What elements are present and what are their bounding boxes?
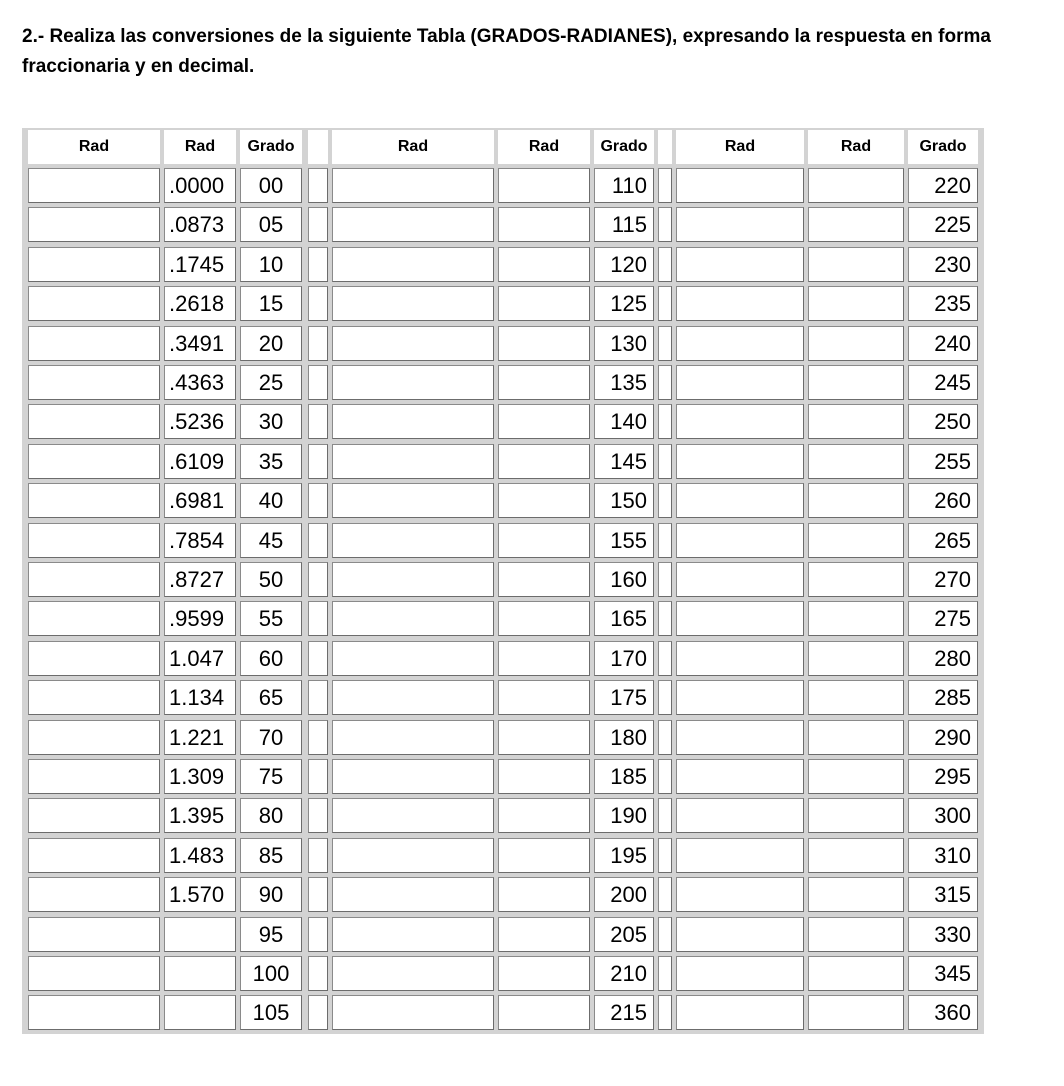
cell-rad-fraction: [332, 798, 494, 833]
cell-grado: 90: [240, 877, 302, 912]
cell-rad-fraction: [332, 995, 494, 1030]
cell-rad-fraction: [676, 562, 804, 597]
instruction-text: [22, 22, 1052, 82]
cell-rad-fraction: [332, 720, 494, 755]
cell-grado: 245: [908, 365, 978, 400]
cell-spacer: [308, 168, 328, 203]
cell-rad-fraction: [28, 483, 160, 518]
cell-rad-fraction: [332, 917, 494, 952]
cell-grado: 140: [594, 404, 654, 439]
cell-rad-decimal: 1.221: [164, 720, 236, 755]
cell-rad-decimal: [808, 207, 904, 242]
cell-rad-decimal: [498, 247, 590, 282]
cell-rad-decimal: [808, 523, 904, 558]
cell-grado: 265: [908, 523, 978, 558]
header-rad-fraction-col-5: Rad: [332, 130, 494, 164]
cell-grado: 235: [908, 286, 978, 321]
cell-rad-decimal: [164, 917, 236, 952]
header-rad-decimal-col-10: Rad: [808, 130, 904, 164]
header-grado-col-3: Grado: [240, 130, 302, 164]
cell-rad-decimal: [808, 759, 904, 794]
cell-rad-fraction: [676, 247, 804, 282]
cell-rad-decimal: [808, 562, 904, 597]
cell-rad-decimal: .9599: [164, 601, 236, 636]
cell-grado: 215: [594, 995, 654, 1030]
cell-rad-decimal: [808, 917, 904, 952]
cell-rad-fraction: [28, 759, 160, 794]
cell-spacer: [308, 956, 328, 991]
cell-grado: 255: [908, 444, 978, 479]
cell-rad-fraction: [28, 956, 160, 991]
cell-grado: 75: [240, 759, 302, 794]
cell-rad-decimal: [498, 601, 590, 636]
cell-rad-fraction: [332, 286, 494, 321]
cell-grado: 55: [240, 601, 302, 636]
cell-spacer: [308, 207, 328, 242]
cell-spacer: [658, 798, 672, 833]
cell-grado: 175: [594, 680, 654, 715]
cell-spacer: [658, 601, 672, 636]
cell-grado: 315: [908, 877, 978, 912]
cell-rad-fraction: [332, 759, 494, 794]
cell-rad-fraction: [676, 444, 804, 479]
cell-grado: 85: [240, 838, 302, 873]
cell-rad-fraction: [676, 326, 804, 361]
cell-spacer: [658, 523, 672, 558]
cell-spacer: [308, 326, 328, 361]
cell-spacer: [658, 247, 672, 282]
cell-grado: 65: [240, 680, 302, 715]
cell-rad-decimal: [498, 326, 590, 361]
cell-rad-decimal: .5236: [164, 404, 236, 439]
cell-rad-fraction: [28, 326, 160, 361]
cell-rad-decimal: [808, 720, 904, 755]
cell-grado: 20: [240, 326, 302, 361]
cell-grado: 125: [594, 286, 654, 321]
cell-rad-decimal: .0000: [164, 168, 236, 203]
cell-rad-fraction: [676, 523, 804, 558]
cell-rad-decimal: [498, 995, 590, 1030]
cell-grado: 170: [594, 641, 654, 676]
cell-rad-fraction: [332, 956, 494, 991]
cell-rad-fraction: [332, 168, 494, 203]
cell-spacer: [308, 877, 328, 912]
cell-grado: 270: [908, 562, 978, 597]
cell-grado: 10: [240, 247, 302, 282]
cell-grado: 40: [240, 483, 302, 518]
cell-rad-decimal: .0873: [164, 207, 236, 242]
cell-rad-decimal: [498, 168, 590, 203]
cell-grado: 210: [594, 956, 654, 991]
cell-spacer: [658, 641, 672, 676]
cell-spacer: [658, 207, 672, 242]
cell-spacer: [658, 168, 672, 203]
cell-grado: 360: [908, 995, 978, 1030]
cell-spacer: [658, 365, 672, 400]
cell-rad-decimal: [498, 365, 590, 400]
cell-spacer: [308, 483, 328, 518]
cell-rad-decimal: .8727: [164, 562, 236, 597]
cell-grado: 150: [594, 483, 654, 518]
cell-grado: 225: [908, 207, 978, 242]
cell-rad-fraction: [332, 523, 494, 558]
cell-grado: 05: [240, 207, 302, 242]
header-spacer-col-8: [658, 130, 672, 164]
cell-spacer: [658, 956, 672, 991]
cell-spacer: [308, 601, 328, 636]
cell-rad-decimal: [808, 956, 904, 991]
cell-grado: 25: [240, 365, 302, 400]
cell-rad-decimal: .3491: [164, 326, 236, 361]
cell-rad-fraction: [676, 601, 804, 636]
cell-spacer: [308, 404, 328, 439]
cell-spacer: [658, 995, 672, 1030]
cell-spacer: [308, 680, 328, 715]
cell-spacer: [658, 759, 672, 794]
cell-rad-fraction: [676, 365, 804, 400]
cell-rad-decimal: [808, 601, 904, 636]
cell-spacer: [308, 720, 328, 755]
cell-rad-fraction: [28, 601, 160, 636]
cell-rad-fraction: [28, 207, 160, 242]
cell-rad-decimal: [808, 798, 904, 833]
cell-grado: 300: [908, 798, 978, 833]
cell-rad-fraction: [676, 877, 804, 912]
cell-rad-fraction: [676, 956, 804, 991]
cell-spacer: [308, 641, 328, 676]
cell-rad-fraction: [332, 877, 494, 912]
header-rad-fraction-col-9: Rad: [676, 130, 804, 164]
cell-rad-fraction: [332, 247, 494, 282]
cell-spacer: [658, 326, 672, 361]
cell-grado: 30: [240, 404, 302, 439]
cell-rad-decimal: [808, 286, 904, 321]
cell-rad-decimal: [498, 404, 590, 439]
cell-grado: 35: [240, 444, 302, 479]
cell-spacer: [308, 365, 328, 400]
cell-spacer: [308, 247, 328, 282]
cell-spacer: [658, 562, 672, 597]
cell-rad-decimal: [164, 995, 236, 1030]
cell-rad-decimal: [498, 207, 590, 242]
cell-grado: 95: [240, 917, 302, 952]
cell-grado: 100: [240, 956, 302, 991]
cell-grado: 310: [908, 838, 978, 873]
cell-grado: 70: [240, 720, 302, 755]
cell-rad-fraction: [332, 838, 494, 873]
cell-rad-decimal: [808, 838, 904, 873]
cell-rad-fraction: [332, 365, 494, 400]
cell-grado: 230: [908, 247, 978, 282]
cell-rad-fraction: [676, 168, 804, 203]
cell-rad-decimal: .6109: [164, 444, 236, 479]
cell-spacer: [308, 562, 328, 597]
cell-rad-decimal: 1.309: [164, 759, 236, 794]
cell-rad-decimal: .2618: [164, 286, 236, 321]
cell-spacer: [308, 523, 328, 558]
cell-spacer: [658, 444, 672, 479]
cell-rad-fraction: [332, 207, 494, 242]
cell-spacer: [308, 759, 328, 794]
cell-rad-fraction: [676, 917, 804, 952]
cell-grado: 110: [594, 168, 654, 203]
header-grado-col-11: Grado: [908, 130, 978, 164]
cell-rad-decimal: .4363: [164, 365, 236, 400]
cell-grado: 45: [240, 523, 302, 558]
header-spacer-col-4: [308, 130, 328, 164]
cell-rad-decimal: [498, 562, 590, 597]
cell-rad-fraction: [332, 326, 494, 361]
cell-grado: 205: [594, 917, 654, 952]
cell-rad-fraction: [676, 838, 804, 873]
cell-rad-fraction: [676, 798, 804, 833]
cell-rad-decimal: 1.047: [164, 641, 236, 676]
cell-rad-decimal: [808, 247, 904, 282]
cell-rad-decimal: [808, 483, 904, 518]
cell-rad-fraction: [28, 444, 160, 479]
cell-rad-fraction: [28, 798, 160, 833]
cell-rad-fraction: [332, 404, 494, 439]
cell-spacer: [658, 877, 672, 912]
cell-grado: 275: [908, 601, 978, 636]
cell-grado: 160: [594, 562, 654, 597]
cell-rad-fraction: [676, 286, 804, 321]
cell-grado: 220: [908, 168, 978, 203]
cell-rad-decimal: [498, 641, 590, 676]
cell-rad-fraction: [332, 641, 494, 676]
cell-rad-fraction: [28, 838, 160, 873]
cell-spacer: [658, 838, 672, 873]
cell-rad-decimal: [498, 798, 590, 833]
cell-rad-fraction: [332, 680, 494, 715]
cell-spacer: [308, 286, 328, 321]
cell-rad-decimal: [498, 523, 590, 558]
cell-grado: 285: [908, 680, 978, 715]
cell-grado: 165: [594, 601, 654, 636]
cell-rad-fraction: [676, 680, 804, 715]
cell-rad-decimal: [808, 680, 904, 715]
cell-rad-fraction: [28, 404, 160, 439]
cell-rad-fraction: [332, 483, 494, 518]
cell-rad-fraction: [28, 680, 160, 715]
instruction-line-2: fraccionaria y en decimal.: [22, 56, 255, 77]
cell-spacer: [308, 995, 328, 1030]
cell-grado: 190: [594, 798, 654, 833]
cell-grado: 200: [594, 877, 654, 912]
cell-rad-decimal: [498, 680, 590, 715]
cell-rad-decimal: 1.570: [164, 877, 236, 912]
cell-grado: 60: [240, 641, 302, 676]
cell-rad-fraction: [28, 523, 160, 558]
cell-rad-fraction: [676, 404, 804, 439]
cell-grado: 290: [908, 720, 978, 755]
cell-spacer: [658, 917, 672, 952]
cell-grado: 280: [908, 641, 978, 676]
cell-rad-decimal: [498, 444, 590, 479]
cell-rad-decimal: 1.483: [164, 838, 236, 873]
cell-rad-decimal: [498, 917, 590, 952]
cell-grado: 260: [908, 483, 978, 518]
cell-rad-fraction: [332, 444, 494, 479]
cell-grado: 185: [594, 759, 654, 794]
cell-grado: 145: [594, 444, 654, 479]
cell-rad-decimal: 1.134: [164, 680, 236, 715]
cell-rad-decimal: [808, 168, 904, 203]
cell-rad-fraction: [28, 286, 160, 321]
cell-grado: 105: [240, 995, 302, 1030]
cell-rad-fraction: [28, 168, 160, 203]
cell-rad-fraction: [28, 641, 160, 676]
header-rad-decimal-col-2: Rad: [164, 130, 236, 164]
cell-grado: 195: [594, 838, 654, 873]
cell-rad-decimal: [808, 444, 904, 479]
cell-spacer: [308, 798, 328, 833]
cell-grado: 80: [240, 798, 302, 833]
cell-grado: 180: [594, 720, 654, 755]
cell-rad-decimal: 1.395: [164, 798, 236, 833]
cell-rad-fraction: [28, 562, 160, 597]
conversion-table: [22, 128, 984, 1034]
cell-spacer: [308, 838, 328, 873]
cell-rad-fraction: [332, 562, 494, 597]
cell-grado: 345: [908, 956, 978, 991]
cell-spacer: [308, 444, 328, 479]
cell-spacer: [308, 917, 328, 952]
cell-grado: 295: [908, 759, 978, 794]
cell-grado: 240: [908, 326, 978, 361]
cell-grado: 155: [594, 523, 654, 558]
cell-rad-decimal: [498, 838, 590, 873]
cell-rad-fraction: [332, 601, 494, 636]
cell-rad-decimal: [498, 483, 590, 518]
cell-spacer: [658, 720, 672, 755]
cell-rad-fraction: [28, 365, 160, 400]
cell-rad-fraction: [28, 917, 160, 952]
cell-rad-fraction: [28, 720, 160, 755]
cell-grado: 135: [594, 365, 654, 400]
cell-rad-decimal: [498, 759, 590, 794]
cell-rad-decimal: [498, 877, 590, 912]
cell-rad-decimal: .1745: [164, 247, 236, 282]
cell-spacer: [658, 483, 672, 518]
cell-rad-fraction: [676, 720, 804, 755]
cell-grado: 130: [594, 326, 654, 361]
cell-spacer: [658, 680, 672, 715]
instruction-line-1: 2.- Realiza las conversiones de la siguiente Tabla (GRADOS-RADIANES), expresando la respuesta en forma: [22, 26, 991, 47]
cell-rad-decimal: [808, 641, 904, 676]
header-rad-decimal-col-6: Rad: [498, 130, 590, 164]
cell-rad-decimal: [498, 956, 590, 991]
cell-rad-decimal: [808, 877, 904, 912]
header-rad-fraction-col-1: Rad: [28, 130, 160, 164]
cell-rad-decimal: [498, 720, 590, 755]
cell-rad-fraction: [676, 641, 804, 676]
cell-rad-decimal: [808, 365, 904, 400]
cell-grado: 115: [594, 207, 654, 242]
cell-grado: 00: [240, 168, 302, 203]
cell-rad-fraction: [676, 759, 804, 794]
header-grado-col-7: Grado: [594, 130, 654, 164]
cell-rad-fraction: [676, 483, 804, 518]
cell-grado: 120: [594, 247, 654, 282]
cell-spacer: [658, 404, 672, 439]
cell-rad-decimal: [164, 956, 236, 991]
cell-rad-decimal: [808, 404, 904, 439]
cell-rad-decimal: [498, 286, 590, 321]
cell-rad-decimal: .6981: [164, 483, 236, 518]
cell-grado: 50: [240, 562, 302, 597]
cell-spacer: [658, 286, 672, 321]
cell-grado: 250: [908, 404, 978, 439]
cell-rad-fraction: [676, 207, 804, 242]
cell-rad-fraction: [28, 877, 160, 912]
cell-rad-decimal: [808, 995, 904, 1030]
cell-rad-fraction: [28, 995, 160, 1030]
cell-grado: 15: [240, 286, 302, 321]
cell-rad-fraction: [28, 247, 160, 282]
cell-rad-decimal: .7854: [164, 523, 236, 558]
cell-rad-fraction: [676, 995, 804, 1030]
cell-grado: 330: [908, 917, 978, 952]
cell-rad-decimal: [808, 326, 904, 361]
